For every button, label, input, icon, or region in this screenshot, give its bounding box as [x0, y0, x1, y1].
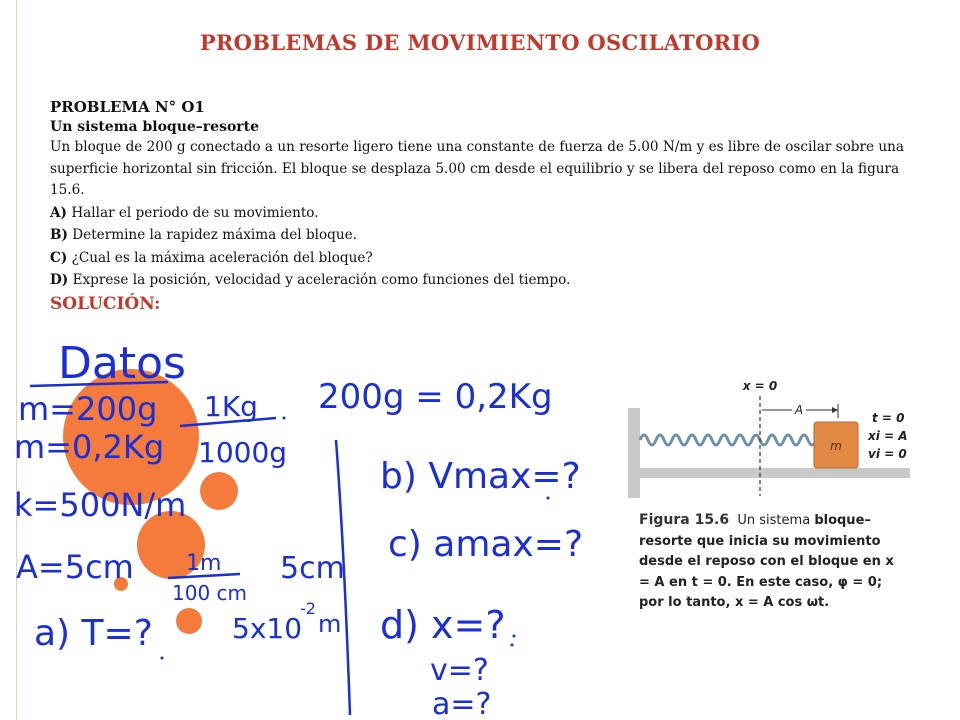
dot-1	[283, 417, 286, 420]
x0-label: x = 0	[742, 379, 778, 393]
problem-id: PROBLEMA N° O1	[50, 98, 205, 116]
dot-3	[513, 635, 516, 638]
figure-caption-body: bloque–resorte que inicia su movimiento desde el reposo con el bloque en x = A en t = 0. En este caso, φ = 0; por lo tanto, x = A cos ωt.	[639, 513, 894, 610]
block-label: m	[830, 439, 842, 453]
xi-label: xi = A	[868, 429, 908, 443]
problem-subtitle: Un sistema bloque–resorte	[50, 119, 260, 135]
figure-number: Figura 15.6	[639, 512, 730, 528]
hw-A: A=5cm	[16, 548, 134, 586]
hw-5e2: 5x10	[232, 612, 303, 645]
hw-k: k=500N/m	[14, 486, 187, 524]
hw-datos: Datos	[58, 338, 186, 389]
hw-b-vmax: b) Vmax=?	[380, 456, 581, 497]
hw-conv-kg-num: 1Kg	[204, 390, 258, 423]
problem-statement: Un bloque de 200 g conectado a un resorte ligero tiene una constante de fuerza de 5.00 N/m y es libre de oscilar sobre una superficie horizontal sin fricción. El bloque se desplaza 5.00 cm desde el equilibrio y se libera del reposo como en la figura 15.6.	[50, 139, 904, 198]
hw-5cm: 5cm	[280, 551, 345, 586]
question-d: D) Exprese la posición, velocidad y aceleración como funciones del tiempo.	[50, 272, 571, 288]
t-label: t = 0	[872, 411, 905, 425]
hw-d-x: d) x=?	[380, 603, 506, 647]
hw-v: v=?	[430, 653, 489, 688]
hw-m-unit: m	[318, 610, 342, 638]
hw-m1: m=200g	[18, 390, 158, 428]
question-b: B) Determine la rapidez máxima del bloque.	[50, 227, 358, 243]
hw-a: a=?	[432, 687, 492, 720]
vi-label: vi = 0	[868, 447, 907, 461]
dot-4	[511, 644, 514, 647]
hw-conv-m-num: 1m	[186, 551, 222, 576]
figure-caption-intro: Un sistema	[737, 513, 811, 528]
wall	[628, 408, 640, 498]
hw-a-T: a) T=?	[34, 613, 153, 654]
hw-200g: 200g = 0,2Kg	[318, 377, 553, 417]
page-title: PROBLEMAS DE MOVIMIENTO OSCILATORIO	[199, 30, 761, 55]
A-label: A	[794, 403, 804, 417]
hw-m2: m=0,2Kg	[14, 428, 165, 466]
dot-2	[547, 497, 550, 500]
hw-conv-m-den: 100 cm	[172, 581, 248, 605]
spring	[640, 435, 832, 445]
hw-exp: -2	[300, 599, 316, 618]
question-c: C) ¿Cual es la máxima aceleración del bloque?	[50, 249, 373, 266]
question-a: A) Hallar el periodo de su movimiento.	[50, 204, 319, 221]
hw-c-amax: c) amax=?	[388, 524, 584, 565]
floor	[628, 468, 910, 478]
figure-caption	[639, 510, 901, 614]
dot-5	[161, 657, 164, 660]
hw-conv-kg-den: 1000g	[198, 436, 288, 469]
solution-label: SOLUCIÓN:	[50, 293, 161, 314]
